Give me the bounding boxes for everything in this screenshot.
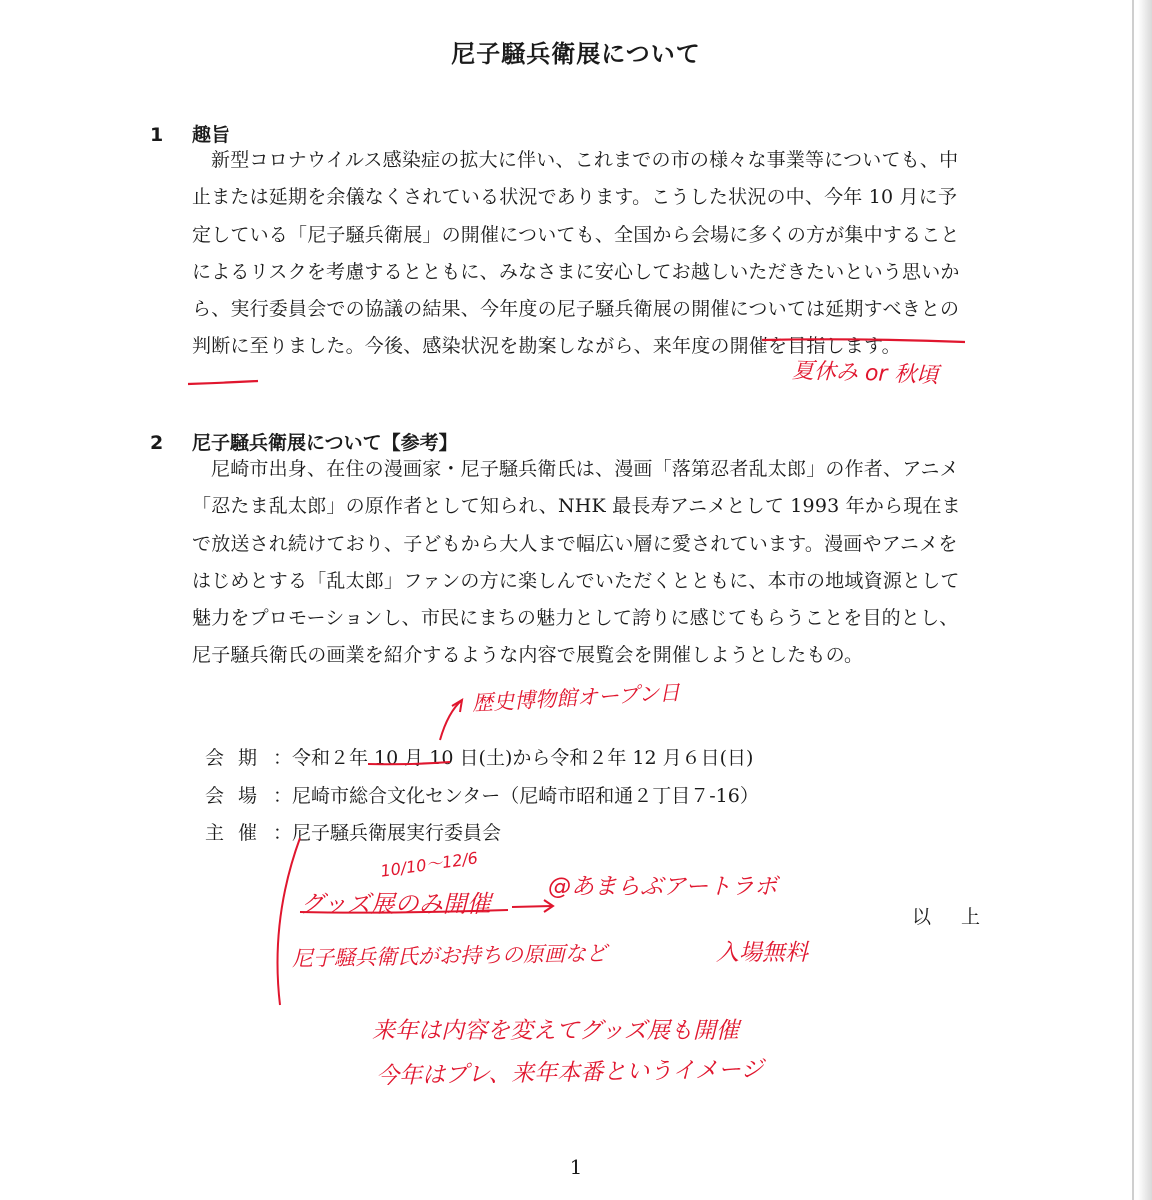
info-row-venue: 会場 ：尼崎市総合文化センター（尼崎市昭和通２丁目７-16） (205, 781, 759, 808)
document-title: 尼子騒兵衛展について (451, 40, 701, 68)
handwritten-note-pre: 今年はプレ、来年本番というイメージ (375, 1056, 764, 1090)
underline-mark (188, 381, 258, 384)
handwritten-note-season: 夏休み or 秋頃 (791, 358, 939, 389)
section-1-title: 趣旨 (192, 124, 231, 146)
closing-mark: 以 上 (912, 906, 993, 928)
handwritten-note-next-year: 来年は内容を変えてグッズ展も開催 (372, 1018, 739, 1044)
section-1-body: 新型コロナウイルス感染症の拡大に伴い、これまでの市の様々な事業等についても、中止または延期を余儀なくされている状況であります。こうした状況の中、今年 10 月に予定している「尼子騒兵衛展」の開催についても、全国から会場に多くの方が集中することによるリスクを考慮するとともに、みなさまに安心してお越しいただきたいという思いから、実行委員会での協議の結果、今年度の尼子騒兵衛展の開催については延期すべきとの判断に至りました。今後、感染状況を勘案しながら、来年度の開催を目指します。 (192, 149, 960, 358)
info-value-organizer: 尼子騒兵衛展実行委員会 (292, 822, 502, 844)
info-label-period: 会期 (205, 747, 272, 769)
info-row-organizer: 主催 ：尼子騒兵衛展実行委員会 (205, 818, 501, 845)
arrow-mark (512, 906, 552, 907)
arrow-mark (440, 700, 462, 740)
underline-mark (762, 339, 965, 342)
section-2-title: 尼子騒兵衛展について【参考】 (192, 432, 458, 454)
info-row-period: 会期 ：令和２年 10 月 10 日(土)から令和２年 12 月６日(日) (205, 743, 753, 770)
section-1-number: 1 (150, 124, 164, 146)
handwritten-note-venue: @あまらぶアートラボ (548, 874, 778, 900)
underline-mark (368, 762, 450, 764)
handwritten-note-goods: グッズ展のみ開催 (300, 890, 491, 918)
page-number: 1 (569, 1155, 583, 1179)
handwritten-note-museum: 歴史博物館オープン日 (471, 680, 681, 716)
section-2-body: 尼崎市出身、在住の漫画家・尼子騒兵衛氏は、漫画「落第忍者乱太郎」の作者、アニメ「忍たま乱太郎」の原作者として知られ、NHK 最長寿アニメとして 1993 年から現在まで放送され続けており、子どもから大人まで幅広い層に愛されています。漫画やアニメをはじめとする「乱太郎」ファンの方に楽しんでいただくとともに、本市の地域資源として魅力をプロモーションし、市民にまちの魅力として誇りに感じてもらうことを目的とし、尼子騒兵衛氏の画業を紹介するような内容で展覧会を開催しようとしたもの。 (192, 458, 961, 667)
info-value-period: 令和２年 10 月 10 日(土)から令和２年 12 月６日(日) (292, 747, 754, 769)
handwritten-note-free: 入場無料 (716, 940, 808, 966)
handwritten-note-originals: 尼子騒兵衛氏がお持ちの原画など (291, 941, 608, 971)
info-label-venue: 会場 (205, 785, 272, 807)
section-2-number: 2 (150, 432, 164, 454)
handwritten-note-dates: 10/10〜12/6 (379, 848, 480, 881)
bracket-mark (278, 838, 301, 1005)
info-label-organizer: 主催 (205, 822, 272, 844)
info-value-venue: 尼崎市総合文化センター（尼崎市昭和通２丁目７-16） (292, 785, 759, 807)
